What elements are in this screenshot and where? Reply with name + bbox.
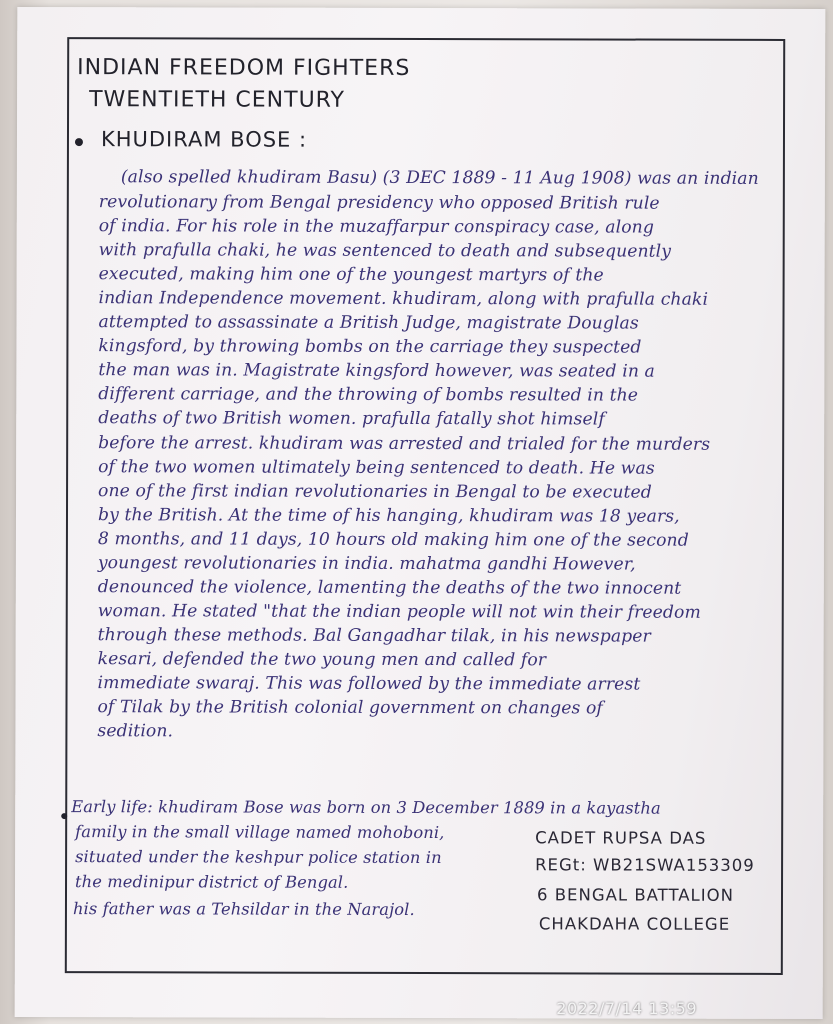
body-line: (also spelled khudiram Basu) (3 DEC 1889 - 11 Aug 1908) was an indian xyxy=(120,167,759,189)
body-line: different carriage, and the throwing of bombs resulted in the xyxy=(98,384,639,406)
early-life-line: his father was a Tehsildar in the Narajol. xyxy=(72,899,415,919)
body-line: of the two women ultimately being sentenced to death. He was xyxy=(98,457,655,479)
body-line: youngest revolutionaries in india. mahatma gandhi However, xyxy=(97,553,636,575)
body-line: revolutionary from Bengal presidency who opposed British rule xyxy=(98,192,660,214)
cadet-name: CADET RUPSA DAS xyxy=(535,828,707,848)
cadet-college: CHAKDAHA COLLEGE xyxy=(538,914,731,934)
section-title: KHUDIRAM BOSE : xyxy=(100,127,308,152)
body-line: through these methods. Bal Gangadhar tilak, in his newspaper xyxy=(97,625,651,647)
paper-sheet xyxy=(15,7,826,1019)
early-life-line: situated under the keshpur police station in xyxy=(75,847,442,868)
body-line: one of the first indian revolutionaries in Bengal to be executed xyxy=(98,481,652,503)
body-line: 8 months, and 11 days, 10 hours old making him one of the second xyxy=(97,529,689,551)
cadet-reg: REGt: WB21SWA153309 xyxy=(535,855,755,875)
body-line: kingsford, by throwing bombs on the carriage they suspected xyxy=(98,336,642,358)
body-line: sedition. xyxy=(97,721,174,742)
cadet-unit: 6 BENGAL BATTALION xyxy=(536,885,734,905)
body-line: deaths of two British women. prafulla fatally shot himself xyxy=(98,408,605,430)
body-line: attempted to assassinate a British Judge, magistrate Douglas xyxy=(98,312,639,334)
body-line: the man was in. Magistrate kingsford however, was seated in a xyxy=(98,360,655,382)
body-line: of india. For his role in the muzaffarpur conspiracy case, along xyxy=(98,216,654,238)
early-life-line: the medinipur district of Bengal. xyxy=(75,872,349,892)
body-line: denounced the violence, lamenting the deaths of the two innocent xyxy=(97,577,682,599)
body-line: kesari, defended the two young men and called for xyxy=(97,649,547,671)
body-line: by the British. At the time of his hanging, khudiram was 18 years, xyxy=(97,505,680,527)
body-line: indian Independence movement. khudiram, along with prafulla chaki xyxy=(98,288,709,310)
early-life-line: Early life: khudiram Bose was born on 3 December 1889 in a kayastha xyxy=(71,797,661,818)
bullet-dot xyxy=(61,813,67,819)
body-line: immediate swaraj. This was followed by the immediate arrest xyxy=(97,673,641,695)
body-line: executed, making him one of the youngest martyrs of the xyxy=(98,264,604,286)
heading-line-1: INDIAN FREEDOM FIGHTERS xyxy=(77,55,411,81)
heading-line-2: TWENTIETH CENTURY xyxy=(89,87,346,113)
bullet-dot xyxy=(75,138,83,146)
body-line: with prafulla chaki, he was sentenced to death and subsequently xyxy=(98,240,672,262)
body-line: before the arrest. khudiram was arrested and trialed for the murders xyxy=(98,433,711,455)
photo-timestamp: 2022/7/14 13:59 xyxy=(556,999,697,1018)
early-life-line: family in the small village named mohoboni, xyxy=(75,822,445,843)
body-line: of Tilak by the British colonial government on changes of xyxy=(97,697,603,719)
body-line: woman. He stated "that the indian people will not win their freedom xyxy=(97,601,701,623)
